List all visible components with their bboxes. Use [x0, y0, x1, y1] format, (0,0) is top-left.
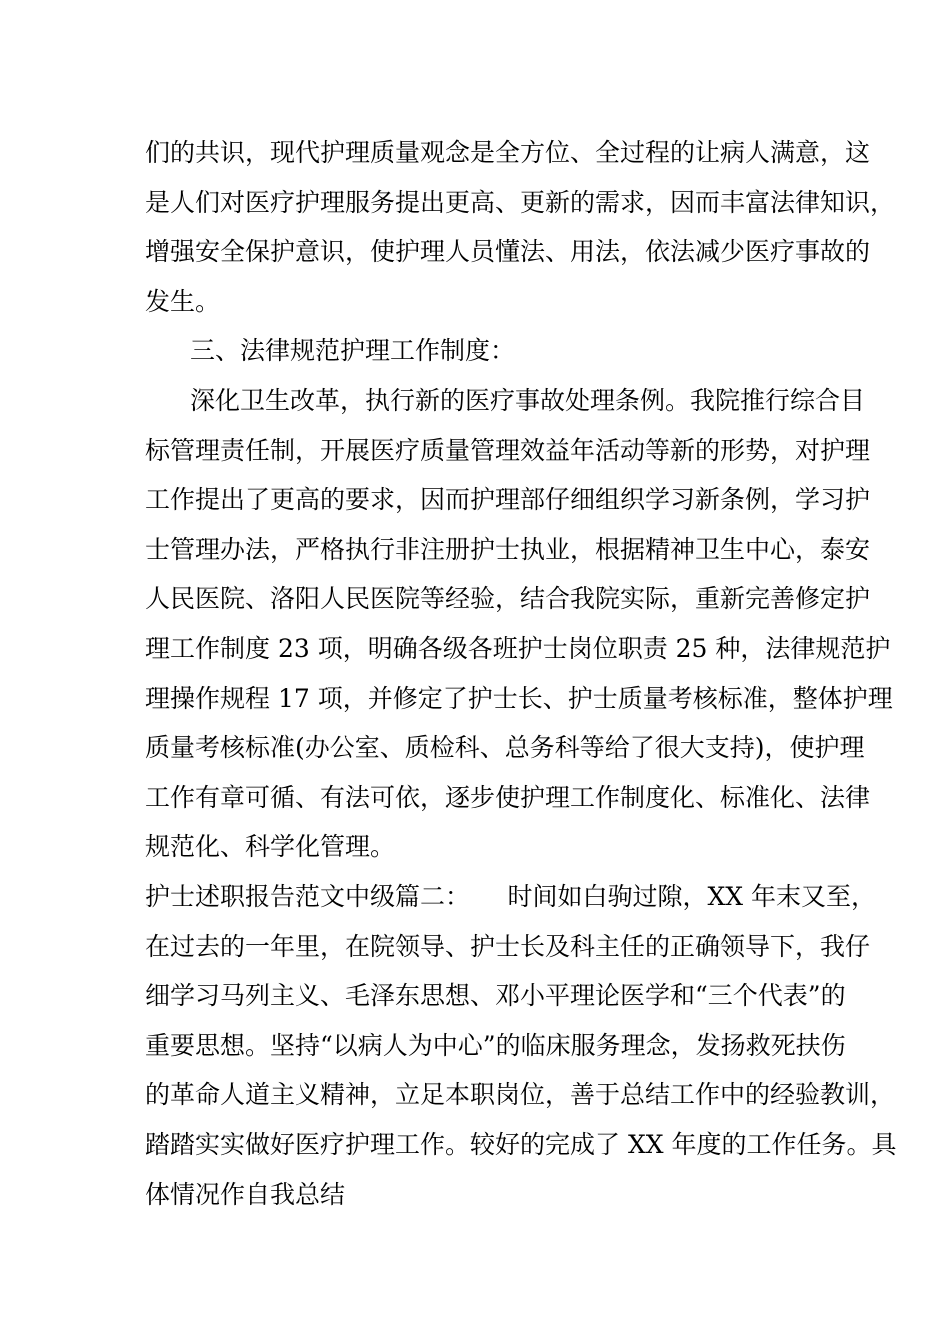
text-line: 们的共识，现代护理质量观念是全方位、全过程的让病人满意，这: [145, 138, 871, 167]
text-line: 标管理责任制，开展医疗质量管理效益年活动等新的形势，对护理: [145, 436, 871, 465]
text-line: 的革命人道主义精神，立足本职岗位，善于总结工作中的经验教训，: [145, 1080, 896, 1109]
text-line: 工作有章可循、有法可依，逐步使护理工作制度化、标准化、法律: [145, 783, 871, 812]
text-line: 质量考核标准(办公室、质检科、总务科等给了很大支持)，使护理: [145, 733, 865, 762]
section-heading: 三、法律规范护理工作制度：: [190, 336, 516, 365]
text-line: 在过去的一年里，在院领导、护士长及科主任的正确领导下，我仔: [145, 932, 871, 961]
text-line: 是人们对医疗护理服务提出更高、更新的需求，因而丰富法律知识，: [145, 188, 896, 217]
text-line: 士管理办法，严格执行非注册护士执业，根据精神卫生中心，泰安: [145, 535, 871, 564]
text-line: 理工作制度 23 项，明确各级各班护士岗位职责 25 种，法律规范护: [145, 634, 891, 663]
text-line: 细学习马列主义、毛泽东思想、邓小平理论医学和“三个代表”的: [145, 981, 846, 1010]
article-title-line: 护士述职报告范文中级篇二： 时间如白驹过隙，XX 年末又至，: [145, 882, 877, 911]
text-line: 发生。: [145, 287, 221, 316]
text-line: 规范化、科学化管理。: [145, 832, 396, 861]
text-line: 工作提出了更高的要求，因而护理部仔细组织学习新条例，学习护: [145, 485, 871, 514]
text-line: 增强安全保护意识，使护理人员懂法、用法，依法减少医疗事故的: [145, 237, 871, 266]
text-line: 踏踏实实做好医疗护理工作。较好的完成了 XX 年度的工作任务。具: [145, 1130, 897, 1159]
text-line: 人民医院、洛阳人民医院等经验，结合我院实际，重新完善修定护: [145, 584, 871, 613]
text-line: 重要思想。坚持“以病人为中心”的临床服务理念，发扬救死扶伤: [145, 1031, 846, 1060]
text-line: 体情况作自我总结: [145, 1180, 346, 1209]
text-line: 理操作规程 17 项，并修定了护士长、护士质量考核标准，整体护理: [145, 684, 893, 713]
text-line: 深化卫生改革，执行新的医疗事故处理条例。我院推行综合目: [190, 386, 866, 415]
